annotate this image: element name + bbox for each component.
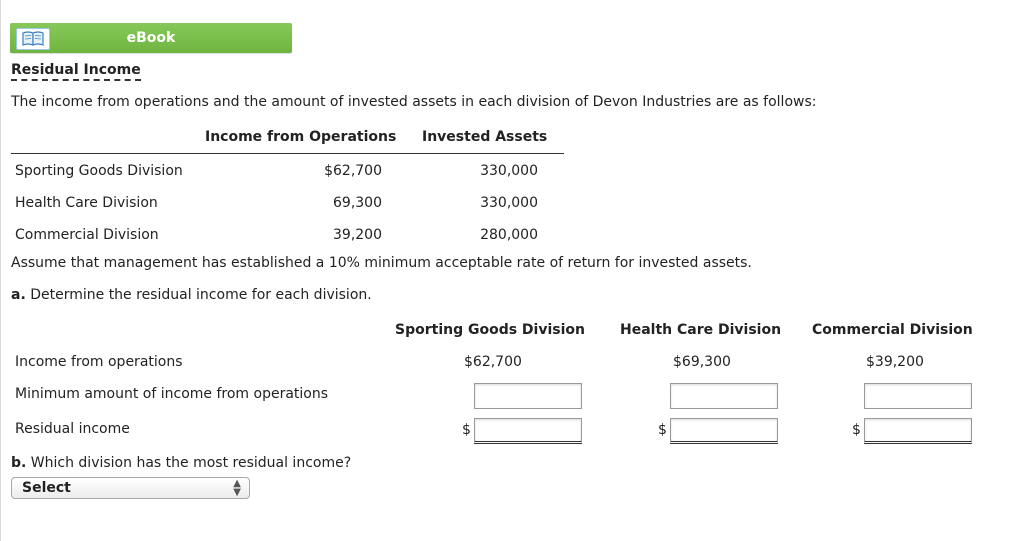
col-header-income: Income from Operations <box>205 129 397 145</box>
income-health-care: $69,300 <box>673 354 731 370</box>
income-commercial: $39,200 <box>866 354 924 370</box>
min-income-commercial-input[interactable] <box>864 383 972 409</box>
table-header-rule <box>11 153 564 154</box>
assets-value: 330,000 <box>480 195 538 211</box>
income-sporting-goods: $62,700 <box>464 354 522 370</box>
header-commercial: Commercial Division <box>812 322 973 338</box>
residual-health-care-input[interactable] <box>670 418 778 444</box>
division-select[interactable] <box>11 477 250 499</box>
col-header-assets: Invested Assets <box>422 129 548 145</box>
left-border <box>0 0 1 541</box>
section-heading[interactable]: Residual Income <box>11 61 141 81</box>
income-value: $62,700 <box>324 163 382 179</box>
part-b-question <box>11 455 351 471</box>
division-name: Sporting Goods Division <box>15 163 183 179</box>
part-b-text: Which division has the most residual income? <box>30 455 352 471</box>
select-value: Select <box>22 480 71 496</box>
assumption-text: Assume that management has established a 10% minimum acceptable rate of return for invested assets. <box>11 255 752 271</box>
part-a-marker: a. <box>11 287 26 303</box>
income-value: 69,300 <box>333 195 382 211</box>
ebook-button[interactable] <box>10 23 292 53</box>
row-label-minimum: Minimum amount of income from operations <box>15 386 329 402</box>
ebook-label: eBook <box>126 30 176 46</box>
currency-symbol: $ <box>462 422 471 438</box>
residual-commercial-input[interactable] <box>864 418 972 444</box>
min-income-health-care-input[interactable] <box>670 383 778 409</box>
division-name: Health Care Division <box>15 195 158 211</box>
currency-symbol: $ <box>658 422 667 438</box>
assets-value: 280,000 <box>480 227 538 243</box>
intro-text: The income from operations and the amount of invested assets in each division of Devon Industries are as follows: <box>11 94 817 110</box>
part-b-marker: b. <box>11 455 27 471</box>
residual-sporting-goods-input[interactable] <box>474 418 582 444</box>
income-value: 39,200 <box>333 227 382 243</box>
part-a-text: Determine the residual income for each division. <box>30 287 372 303</box>
currency-symbol: $ <box>852 422 861 438</box>
header-sporting-goods: Sporting Goods Division <box>395 322 585 338</box>
min-income-sporting-goods-input[interactable] <box>474 383 582 409</box>
division-name: Commercial Division <box>15 227 159 243</box>
assets-value: 330,000 <box>480 163 538 179</box>
row-label-residual: Residual income <box>15 421 130 437</box>
header-health-care: Health Care Division <box>620 322 782 338</box>
part-a-question <box>11 287 372 303</box>
updown-arrows-icon: ▲ ▼ <box>233 478 241 498</box>
row-label-income: Income from operations <box>15 354 183 370</box>
